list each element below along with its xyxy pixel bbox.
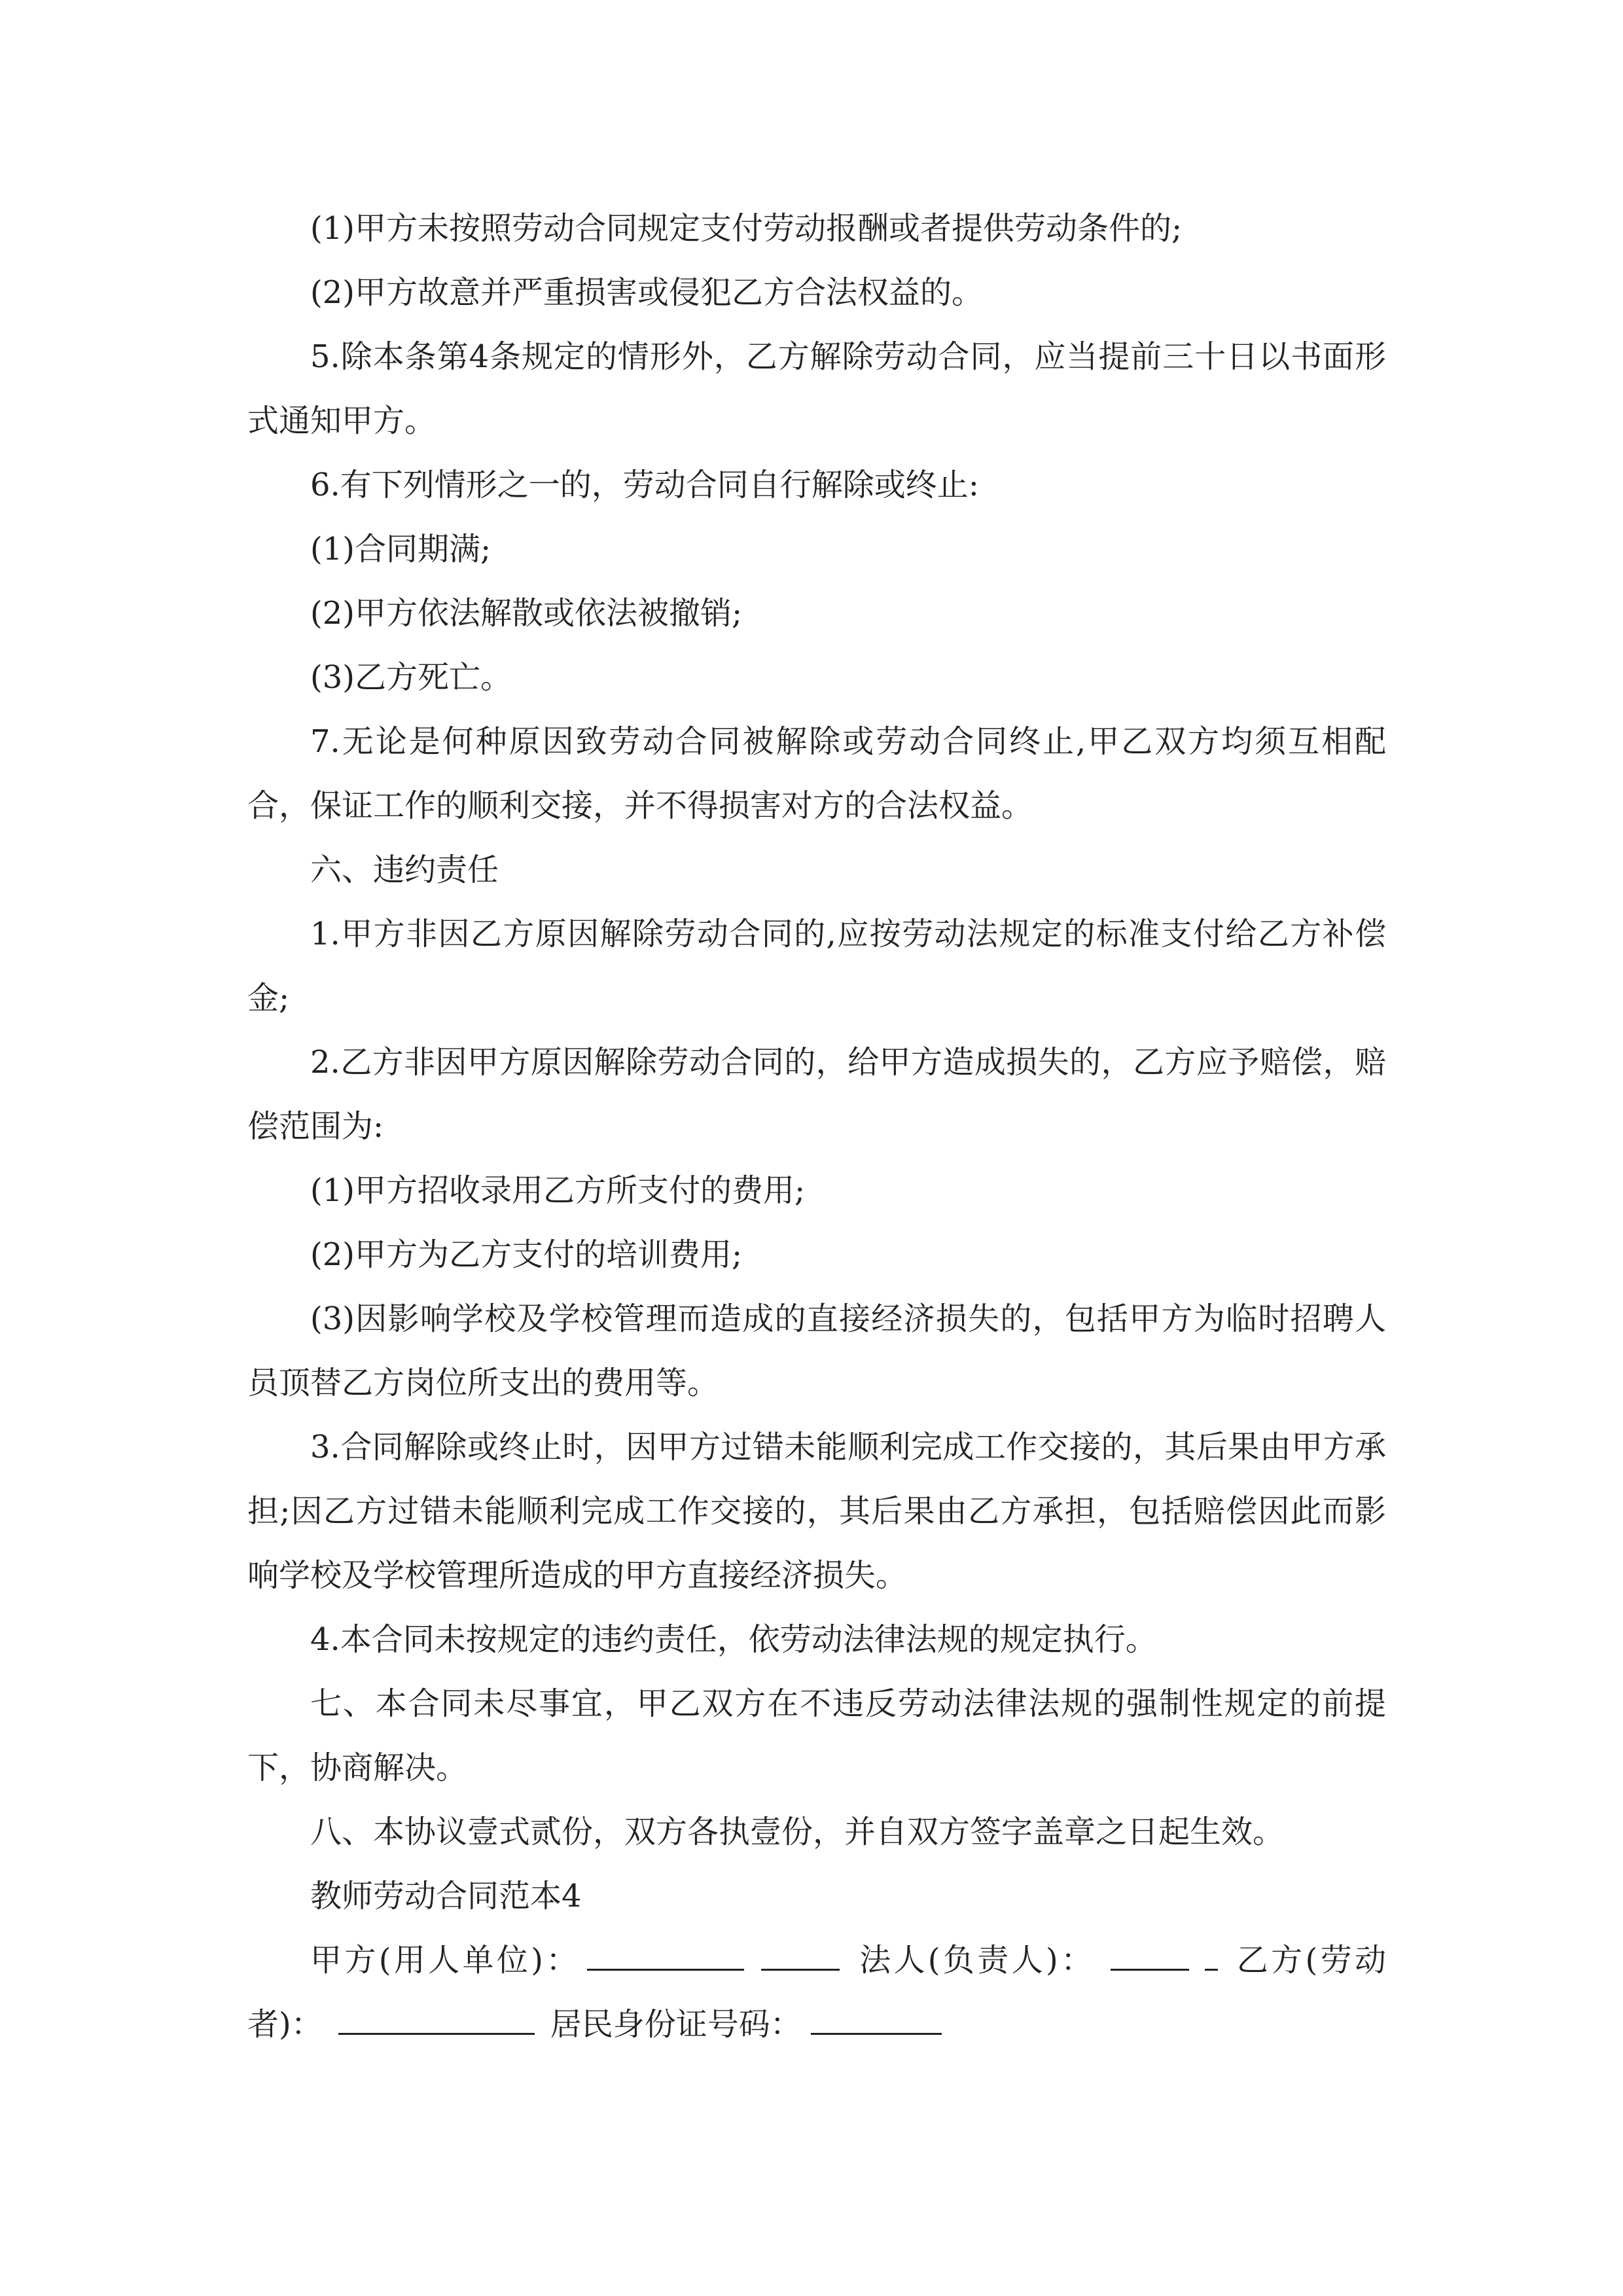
id-number-label: 居民身份证号码： — [550, 2006, 802, 2043]
paragraph: (2)甲方故意并严重损害或侵犯乙方合法权益的。 — [310, 274, 983, 311]
paragraph: (3)因影响学校及学校管理而造成的直接经济损失的，包括甲方为临时招聘人员顶替乙方岗位所支出的费用等。 — [247, 1300, 1386, 1401]
section-heading: 七、本合同未尽事宜，甲乙双方在不违反劳动法律法规的强制性规定的前提下，协商解决。 — [247, 1685, 1386, 1786]
id-number-blank[interactable] — [811, 1994, 942, 2035]
form-line — [247, 1928, 1386, 2056]
legal-person-blank[interactable] — [1111, 1929, 1189, 1971]
section-heading: 六、违约责任 — [310, 852, 499, 888]
paragraph: 1.甲方非因乙方原因解除劳动合同的,应按劳动法规定的标准支付给乙方补偿金; — [247, 916, 1386, 1016]
legal-person-label: 法人(负责人)： — [856, 1942, 1096, 1979]
party-a-label: 甲方(用人单位)： — [310, 1942, 580, 1979]
party-b-label: 乙方(劳动者)： — [247, 1942, 1386, 2043]
legal-person-blank-extra[interactable] — [1205, 1929, 1218, 1971]
paragraph: (1)甲方未按照劳动合同规定支付劳动报酬或者提供劳动条件的; — [310, 210, 1183, 247]
paragraph: (2)甲方依法解散或依法被撤销; — [310, 595, 743, 632]
paragraph: 2.乙方非因甲方原因解除劳动合同的，给甲方造成损失的，乙方应予赔偿，赔偿范围为: — [247, 1044, 1386, 1145]
section-heading: 八、本协议壹式贰份，双方各执壹份，并自双方签字盖章之日起生效。 — [310, 1814, 1285, 1850]
paragraph: (3)乙方死亡。 — [310, 659, 512, 696]
party-b-blank[interactable] — [338, 1994, 535, 2035]
paragraph: 5.除本条第4条规定的情形外，乙方解除劳动合同，应当提前三十日以书面形式通知甲方。 — [247, 338, 1386, 439]
paragraph: 4.本合同未按规定的违约责任，依劳动法律法规的规定执行。 — [310, 1621, 1157, 1658]
paragraph: (2)甲方为乙方支付的培训费用; — [310, 1236, 743, 1273]
paragraph: 3.合同解除或终止时，因甲方过错未能顺利完成工作交接的，其后果由甲方承担;因乙方过错未能顺利完成工作交接的，其后果由乙方承担，包括赔偿因此而影响学校及学校管理所造成的甲方直接经济损失。 — [247, 1429, 1386, 1594]
paragraph: 7.无论是何种原因致劳动合同被解除或劳动合同终止,甲乙双方均须互相配合，保证工作的顺利交接，并不得损害对方的合法权益。 — [247, 723, 1386, 824]
paragraph: (1)甲方招收录用乙方所支付的费用; — [310, 1172, 806, 1209]
paragraph: 6.有下列情形之一的，劳动合同自行解除或终止: — [310, 467, 979, 503]
paragraph: (1)合同期满; — [310, 531, 491, 567]
party-a-blank[interactable] — [587, 1929, 744, 1971]
party-a-blank-extra[interactable] — [761, 1929, 840, 1971]
document-body — [247, 196, 1386, 2056]
contract-title: 教师劳动合同范本4 — [310, 1878, 582, 1914]
